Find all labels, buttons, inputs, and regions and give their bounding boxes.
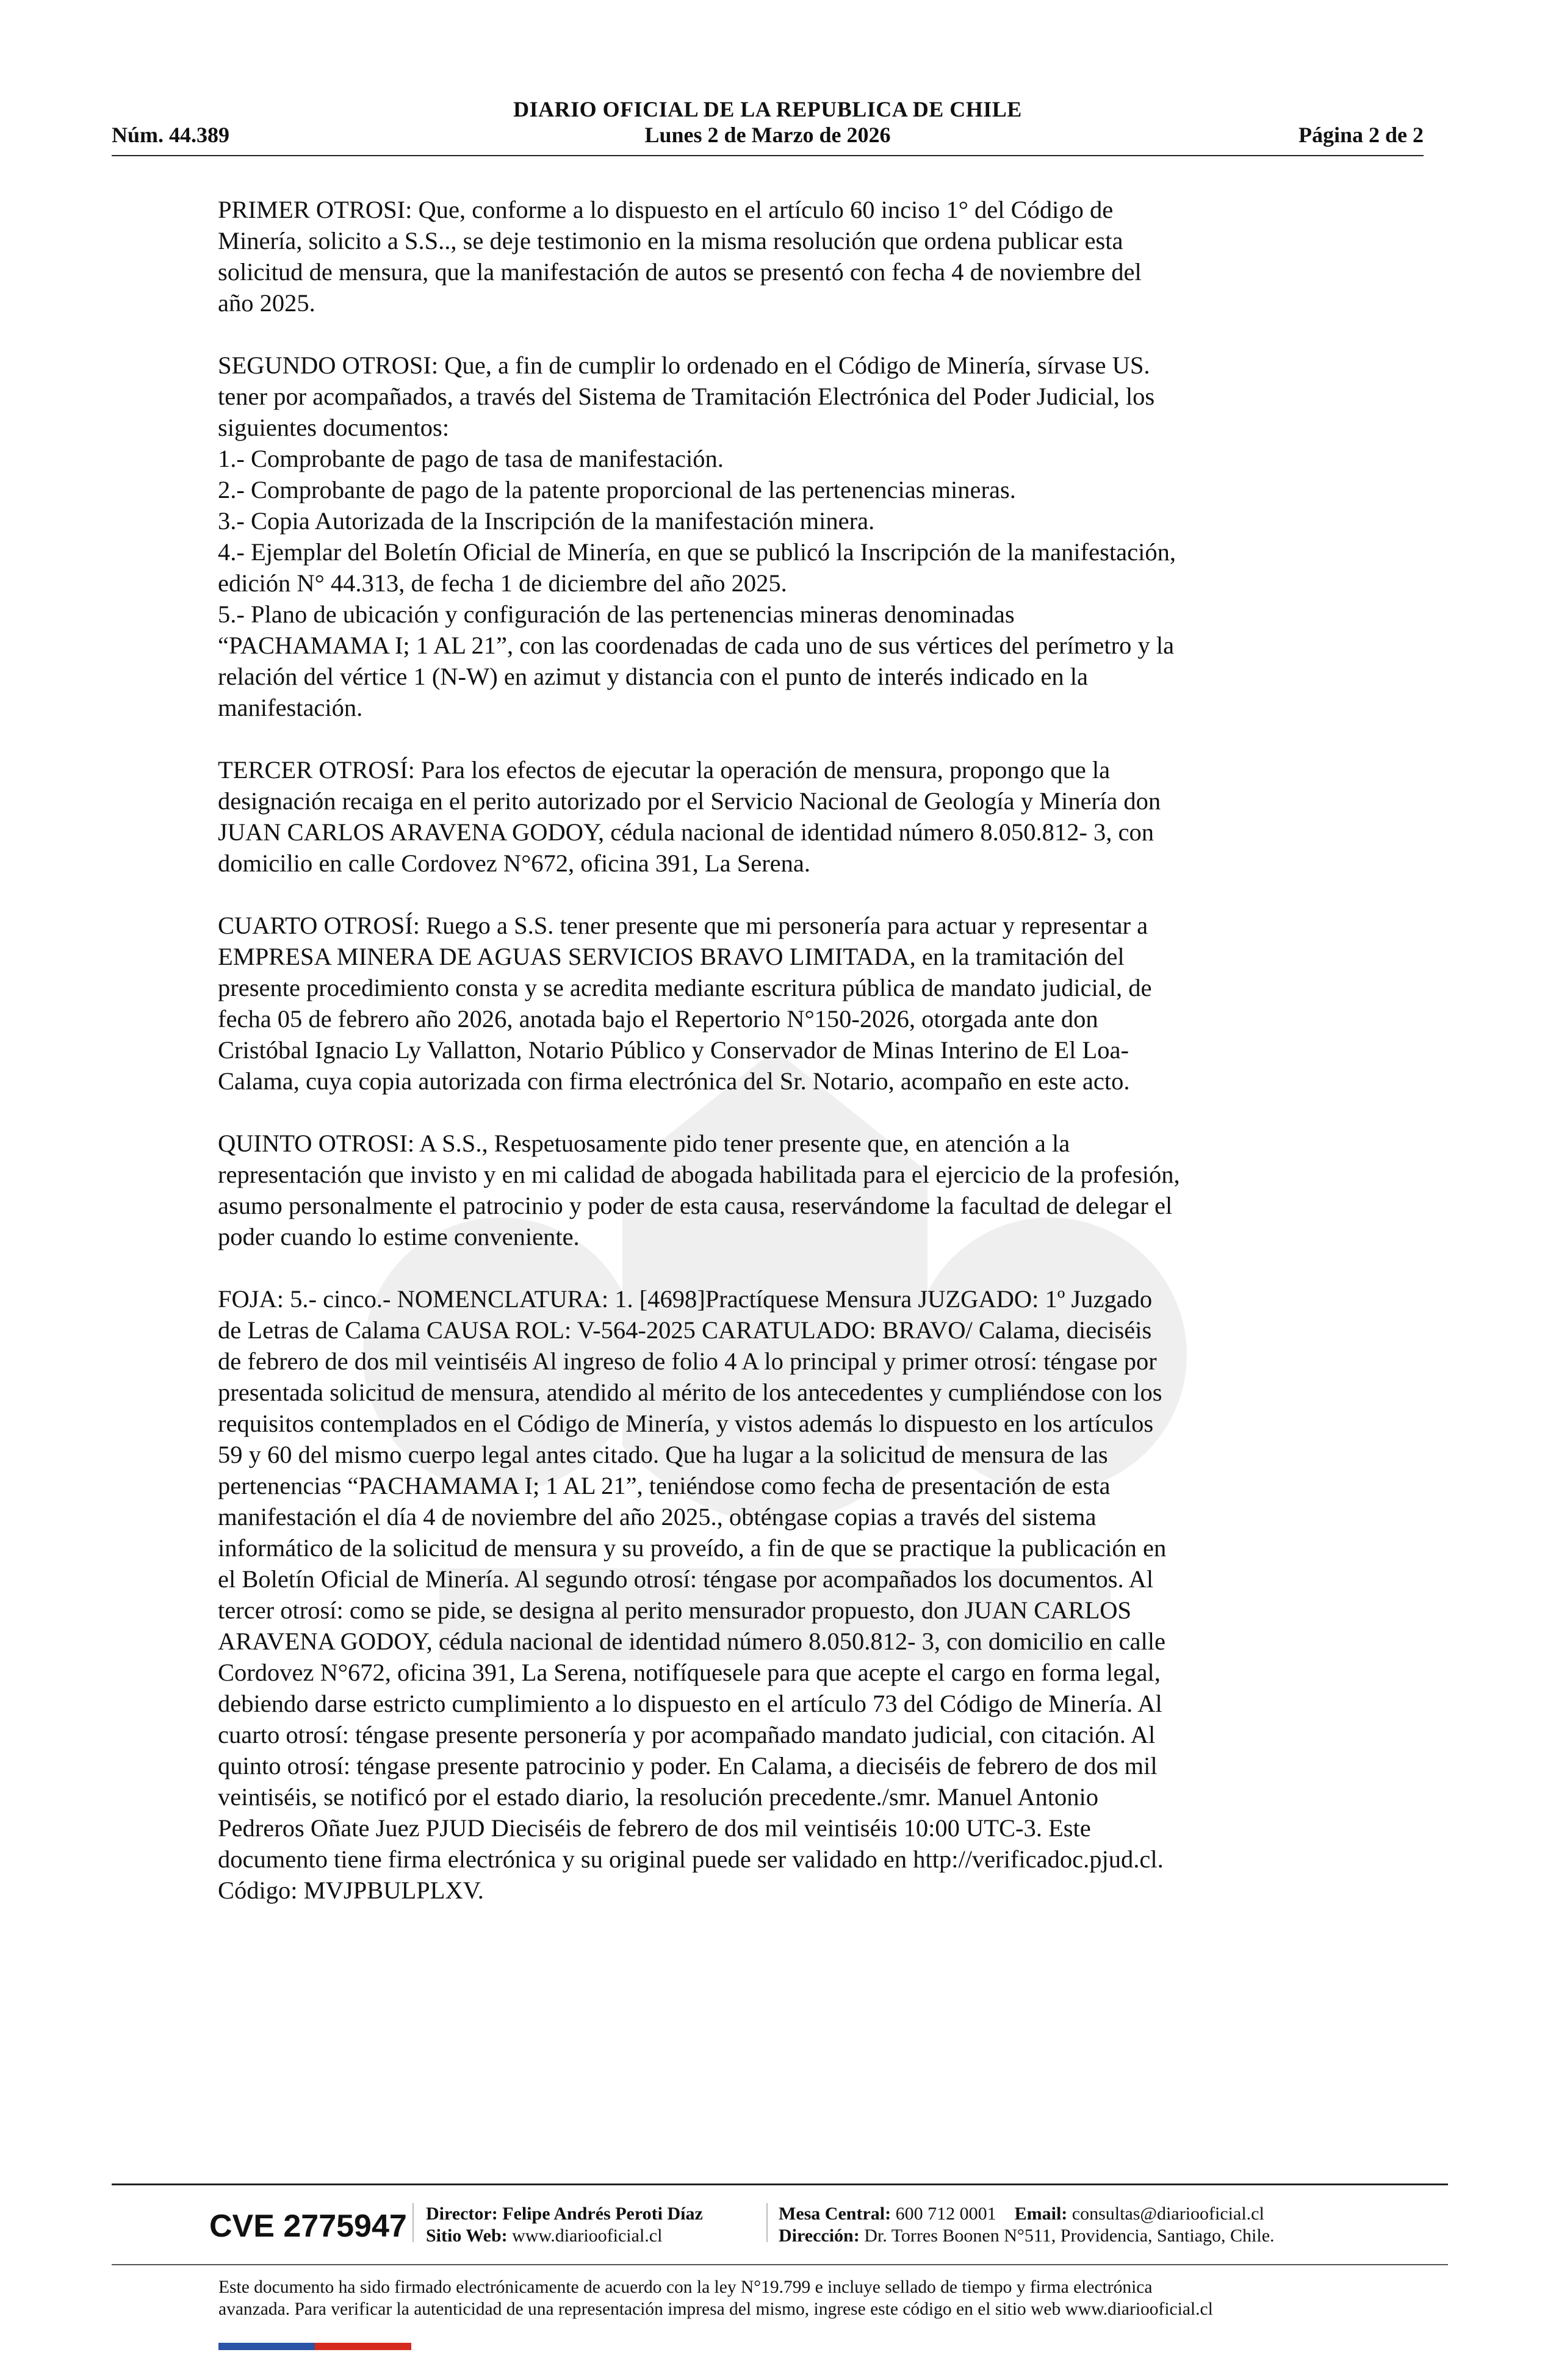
text-line: domicilio en calle Cordovez N°672, oficina 391, La Serena. <box>218 849 811 877</box>
page-header <box>112 92 1424 159</box>
text-line: 3.- Copia Autorizada de la Inscripción de la manifestación minera. <box>218 507 875 535</box>
text-line: presente procedimiento consta y se acredita mediante escritura pública de mandato judicial, de <box>218 974 1152 1001</box>
footer-divider-top <box>112 2183 1448 2185</box>
text-line: presentada solicitud de mensura, atendido al mérito de los antecedentes y cumpliéndose con los <box>218 1379 1162 1406</box>
text-line: de febrero de dos mil veintiséis Al ingreso de folio 4 A lo principal y primer otrosí: téngase por <box>218 1347 1157 1375</box>
footer-divider-bottom <box>112 2264 1448 2265</box>
text-line: poder cuando lo estime conveniente. <box>218 1223 580 1250</box>
footer-separator <box>412 2203 414 2242</box>
paragraph-quinto-otrosi <box>218 1128 1334 1252</box>
paragraph-foja-resolution <box>218 1283 1334 1906</box>
text-line: el Boletín Oficial de Minería. Al segundo otrosí: téngase por acompañados los documentos. Al <box>218 1565 1154 1593</box>
footer-contact-info <box>779 2203 1275 2247</box>
list-item <box>218 599 1334 723</box>
text-line: 1.- Comprobante de pago de tasa de manifestación. <box>218 445 724 472</box>
text-line: asumo personalmente el patrocinio y poder de esta causa, reservándome la facultad de delegar el <box>218 1192 1173 1219</box>
text-line: 4.- Ejemplar del Boletín Oficial de Minería, en que se publicó la Inscripción de la manifestación, <box>218 538 1176 566</box>
text-line: manifestación el día 4 de noviembre del año 2025., obténgase copias a través del sistema <box>218 1503 1097 1531</box>
text-line: pertenencias “PACHAMAMA I; 1 AL 21”, teniéndose como fecha de presentación de esta <box>218 1472 1111 1499</box>
text-line: relación del vértice 1 (N-W) en azimut y distancia con el punto de interés indicado en la <box>218 663 1088 690</box>
text-line: debiendo darse estricto cumplimiento a lo dispuesto en el artículo 73 del Código de Minería. Al <box>218 1690 1162 1717</box>
text-line: 59 y 60 del mismo cuerpo legal antes citado. Que ha lugar a la solicitud de mensura de las <box>218 1441 1108 1468</box>
text-line: SEGUNDO OTROSI: Que, a fin de cumplir lo ordenado en el Código de Minería, sírvase US. <box>218 352 1150 379</box>
text-line: edición N° 44.313, de fecha 1 de diciembre del año 2025. <box>218 569 787 597</box>
legal-line: avanzada. Para verificar la autenticidad de una representación impresa del mismo, ingrese este código en el sitio web www.diariooficial.cl <box>218 2299 1213 2319</box>
text-line: manifestación. <box>218 694 363 721</box>
paragraph-tercer-otrosi <box>218 754 1334 879</box>
legal-line: Este documento ha sido firmado electrónicamente de acuerdo con la ley N°19.799 e incluye sellado de tiempo y firma electrónica <box>218 2277 1153 2297</box>
issue-date: Lunes 2 de Marzo de 2026 <box>644 123 891 147</box>
text-line: “PACHAMAMA I; 1 AL 21”, con las coordenadas de cada uno de sus vértices del perímetro y la <box>218 632 1175 659</box>
flag-blue-segment <box>218 2343 315 2350</box>
text-line: representación que invisto y en mi calidad de abogada habilitada para el ejercicio de la profesión, <box>218 1161 1180 1188</box>
text-line: JUAN CARLOS ARAVENA GODOY, cédula nacional de identidad número 8.050.812- 3, con <box>218 818 1154 846</box>
flag-stripe <box>218 2342 411 2349</box>
text-line: año 2025. <box>218 289 315 317</box>
text-line: CUARTO OTROSÍ: Ruego a S.S. tener presente que mi personería para actuar y representar a <box>218 912 1148 939</box>
text-line: de Letras de Calama CAUSA ROL: V-564-2025 CARATULADO: BRAVO/ Calama, dieciséis <box>218 1316 1152 1344</box>
text-line: TERCER OTROSÍ: Para los efectos de ejecutar la operación de mensura, propongo que la <box>218 756 1111 784</box>
mesa-phone: 600 712 0001 <box>895 2204 996 2224</box>
text-line: tercer otrosí: como se pide, se designa al perito mensurador propuesto, don JUAN CARLOS <box>218 1596 1132 1624</box>
text-line: QUINTO OTROSI: A S.S., Respetuosamente pido tener presente que, en atención a la <box>218 1130 1070 1157</box>
paragraph-cuarto-otrosi <box>218 910 1334 1097</box>
cve-code: CVE 2775947 <box>209 2209 407 2244</box>
footer-director-info <box>426 2203 703 2247</box>
text-line: Cordovez N°672, oficina 391, La Serena, notifíquesele para que acepte el cargo en forma legal, <box>218 1659 1161 1686</box>
website-link[interactable]: www.diariooficial.cl <box>512 2226 663 2246</box>
list-item <box>218 505 1334 536</box>
issue-number: Núm. 44.389 <box>112 123 230 147</box>
list-item <box>218 474 1334 505</box>
text-line: requisitos contemplados en el Código de Minería, y vistos además lo dispuesto en los artículos <box>218 1410 1154 1437</box>
text-line: veintiséis, se notificó por el estado diario, la resolución precedente./smr. Manuel Antonio <box>218 1783 1099 1811</box>
text-line: cuarto otrosí: téngase presente personería y por acompañado mandato judicial, con citación. Al <box>218 1721 1156 1748</box>
list-item <box>218 443 1334 474</box>
text-line: designación recaiga en el perito autorizado por el Servicio Nacional de Geología y Minería don <box>218 787 1161 815</box>
list-item <box>218 536 1334 599</box>
text-line: PRIMER OTROSI: Que, conforme a lo dispuesto en el artículo 60 inciso 1° del Código de <box>218 196 1114 223</box>
header-divider <box>112 155 1424 156</box>
text-line: informático de la solicitud de mensura y su proveído, a fin de que se practique la publicación en <box>218 1534 1167 1562</box>
paragraph-primer-otrosi <box>218 194 1334 319</box>
text-line: Pedreros Oñate Juez PJUD Dieciséis de febrero de dos mil veintiséis 10:00 UTC-3. Este <box>218 1814 1091 1842</box>
director-label: Director: <box>426 2204 498 2224</box>
address-label: Dirección: <box>779 2226 860 2246</box>
page-footer <box>112 2179 1448 2368</box>
document-list <box>218 443 1334 723</box>
address-value: Dr. Torres Boonen N°511, Providencia, Santiago, Chile. <box>864 2226 1275 2246</box>
footer-separator-2 <box>766 2203 768 2242</box>
text-line: Cristóbal Ignacio Ly Vallatton, Notario Público y Conservador de Minas Interino de El Loa- <box>218 1036 1129 1064</box>
text-line: Calama, cuya copia autorizada con firma electrónica del Sr. Notario, acompaño en este acto. <box>218 1067 1130 1095</box>
website-label: Sitio Web: <box>426 2226 508 2246</box>
text-line: tener por acompañados, a través del Sistema de Tramitación Electrónica del Poder Judicial, los <box>218 383 1155 410</box>
text-line: Código: MVJPBULPLXV. <box>218 1877 484 1904</box>
text-line: 2.- Comprobante de pago de la patente proporcional de las pertenencias mineras. <box>218 476 1016 503</box>
text-line: solicitud de mensura, que la manifestación de autos se presentó con fecha 4 de noviembre del <box>218 258 1142 286</box>
text-line: EMPRESA MINERA DE AGUAS SERVICIOS BRAVO LIMITADA, en la tramitación del <box>218 943 1125 970</box>
email-label: Email: <box>1014 2204 1068 2224</box>
page-number: Página 2 de 2 <box>1298 123 1424 147</box>
paragraph-segundo-otrosi <box>218 350 1334 443</box>
mesa-label: Mesa Central: <box>779 2204 891 2224</box>
director-name: Felipe Andrés Peroti Díaz <box>502 2204 703 2224</box>
text-line: 5.- Plano de ubicación y configuración de las pertenencias mineras denominadas <box>218 600 1015 628</box>
newspaper-title: DIARIO OFICIAL DE LA REPUBLICA DE CHILE <box>513 97 1022 121</box>
text-line: fecha 05 de febrero año 2026, anotada bajo el Repertorio N°150-2026, otorgada ante don <box>218 1005 1098 1033</box>
text-line: siguientes documentos: <box>218 414 450 441</box>
email-link[interactable]: consultas@diariooficial.cl <box>1072 2204 1264 2224</box>
text-line: documento tiene firma electrónica y su original puede ser validado en http://verificadoc.pjud.cl. <box>218 1845 1164 1873</box>
legal-notice <box>218 2276 1335 2320</box>
text-line: Minería, solicito a S.S.., se deje testimonio en la misma resolución que ordena publicar esta <box>218 227 1123 254</box>
text-line: ARAVENA GODOY, cédula nacional de identidad número 8.050.812- 3, con domicilio en calle <box>218 1628 1165 1655</box>
text-line: FOJA: 5.- cinco.- NOMENCLATURA: 1. [4698]Practíquese Mensura JUZGADO: 1º Juzgado <box>218 1285 1153 1313</box>
text-line: quinto otrosí: téngase presente patrocinio y poder. En Calama, a dieciséis de febrero de dos mil <box>218 1752 1158 1780</box>
document-body <box>218 194 1334 1937</box>
flag-red-segment <box>315 2343 411 2350</box>
